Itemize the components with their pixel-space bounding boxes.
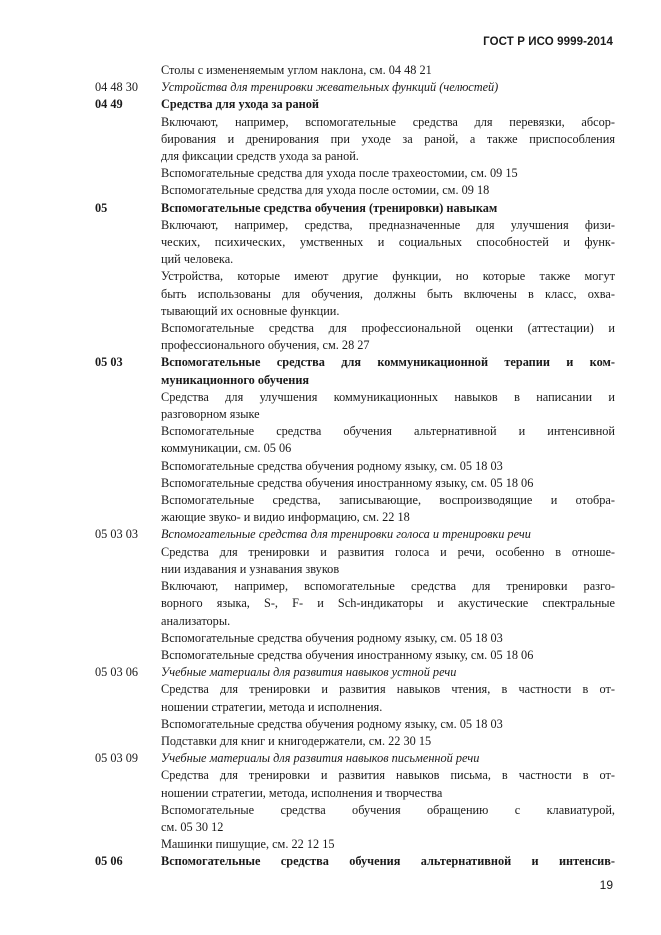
entry-paragraph <box>161 630 615 647</box>
text-line: Средства для тренировки и развития голоса и речи, особенно в отноше- <box>161 544 615 559</box>
text-line: ношении стратегии, метода, исполнения и творчества <box>161 785 443 800</box>
entry-paragraph <box>161 475 615 492</box>
entry-heading <box>161 200 615 217</box>
text-line: ношении стратегии, метода и исполнения. <box>161 699 383 714</box>
text-line: Вспомогательные средства обучения родному языку, см. 05 18 03 <box>161 458 503 473</box>
entry-code: 05 06 <box>95 854 123 869</box>
text-line: Средства для тренировки и развития навыков письма, в частности в от- <box>161 768 615 783</box>
entry-code: 05 <box>95 200 108 215</box>
entry-body <box>161 853 615 870</box>
text-line: Вспомогательные средства для ухода после остомии, см. 09 18 <box>161 183 490 198</box>
entry-paragraph <box>161 62 615 79</box>
text-line: Вспомогательные средства для коммуникационной терапии и ком- <box>161 355 615 370</box>
text-line: Средства для тренировки и развития навыков чтения, в частности в от- <box>161 682 615 697</box>
entry-code: 04 49 <box>95 97 123 112</box>
text-line: Вспомогательные средства, записывающие, воспроизводящие и отобра- <box>161 493 615 508</box>
entry-paragraph <box>161 114 615 166</box>
entry-paragraph <box>161 165 615 182</box>
text-line: анализаторы. <box>161 613 231 628</box>
classification-entry <box>95 79 615 96</box>
classification-entry <box>95 354 615 526</box>
text-line: для фиксации средств ухода за раной. <box>161 149 359 164</box>
text-line: Включают, например, вспомогательные средства для тренировки разго- <box>161 579 615 594</box>
text-line: Учебные материалы для развития навыков письменной речи <box>161 751 480 766</box>
entry-code: 04 48 30 <box>95 80 139 95</box>
text-line: бирования и дренирования при уходе за раной, а также приспособления <box>161 131 615 146</box>
text-line: Вспомогательные средства для ухода после трахеостомии, см. 09 15 <box>161 166 518 181</box>
entry-code: 05 03 <box>95 355 123 370</box>
document-header: ГОСТ Р ИСО 9999-2014 <box>483 36 613 48</box>
entry-paragraph <box>161 217 615 269</box>
entry-paragraph <box>161 836 615 853</box>
entry-subheading <box>161 664 615 681</box>
entry-paragraph <box>161 423 615 457</box>
entry-code: 05 03 06 <box>95 665 139 680</box>
text-line: Включают, например, средства, предназначенные для улучшения физи- <box>161 217 615 232</box>
text-line: Машинки пишущие, см. 22 12 15 <box>161 837 335 852</box>
text-line: Вспомогательные средства обучения родному языку, см. 05 18 03 <box>161 716 503 731</box>
classification-list <box>95 62 615 871</box>
text-line: профессионального обучения, см. 28 27 <box>161 338 370 353</box>
text-line: Вспомогательные средства обучения (тренировки) навыкам <box>161 200 498 215</box>
text-line: нии издавания и узнавания звуков <box>161 561 340 576</box>
text-line: разговорном языке <box>161 407 260 422</box>
entry-paragraph <box>161 320 615 354</box>
entry-subheading <box>161 750 615 767</box>
classification-entry <box>95 853 615 870</box>
entry-heading <box>161 354 615 388</box>
entry-subheading <box>161 79 615 96</box>
classification-entry <box>95 526 615 664</box>
entry-body <box>161 526 615 664</box>
text-line: Вспомогательные средства для тренировки голоса и тренировки речи <box>161 527 531 542</box>
text-line: жающие звуко- и видио информацию, см. 22 18 <box>161 510 410 525</box>
entry-paragraph <box>161 492 615 526</box>
entry-heading <box>161 96 615 113</box>
page-number: 19 <box>599 878 613 892</box>
entry-code: 05 03 03 <box>95 527 139 542</box>
classification-entry <box>95 200 615 355</box>
text-line: Средства для улучшения коммуникационных навыков в написании и <box>161 389 615 404</box>
entry-paragraph <box>161 578 615 630</box>
entry-body <box>161 664 615 750</box>
text-line: Вспомогательные средства для профессиональной оценки (аттестации) и <box>161 321 615 336</box>
classification-entry <box>95 96 615 199</box>
entry-subheading <box>161 526 615 543</box>
text-line: Средства для ухода за раной <box>161 97 319 112</box>
entry-paragraph <box>161 767 615 801</box>
text-line: ворного языка, S-, F- и Sch-индикаторы и акустические спектральные <box>161 596 615 611</box>
entry-code: 05 03 09 <box>95 751 139 766</box>
entry-paragraph <box>161 182 615 199</box>
entry-body <box>161 62 615 79</box>
entry-body <box>161 79 615 96</box>
entry-body <box>161 200 615 355</box>
entry-paragraph <box>161 802 615 836</box>
text-line: Вспомогательные средства обучения иностранному языку, см. 05 18 06 <box>161 475 534 490</box>
entry-paragraph <box>161 733 615 750</box>
text-line: Столы с измененяемым углом наклона, см. 04 48 21 <box>161 63 432 77</box>
text-line: см. 05 30 12 <box>161 819 224 834</box>
text-line: Учебные материалы для развития навыков устной речи <box>161 665 457 680</box>
entry-paragraph <box>161 716 615 733</box>
entry-paragraph <box>161 544 615 578</box>
text-line: Устройства для тренировки жевательных функций (челюстей) <box>161 80 499 95</box>
text-line: тывающий их основные функции. <box>161 303 340 318</box>
text-line: Вспомогательные средства обучения родному языку, см. 05 18 03 <box>161 630 503 645</box>
classification-entry <box>95 664 615 750</box>
text-line: Вспомогательные средства обучения альтернативной и интенсивной <box>161 424 615 439</box>
text-line: быть использованы для обучения, должны быть включены в класс, охва- <box>161 286 615 301</box>
classification-entry <box>95 750 615 853</box>
text-line: ций человека. <box>161 252 234 267</box>
text-line: коммуникации, см. 05 06 <box>161 441 292 456</box>
text-line: Подставки для книг и книгодержатели, см. 22 30 15 <box>161 733 432 748</box>
text-line: Вспомогательные средства обучения альтернативной и интенсив- <box>161 854 615 869</box>
text-line: Устройства, которые имеют другие функции, но которые также могут <box>161 269 615 284</box>
entry-body <box>161 750 615 853</box>
entry-paragraph <box>161 458 615 475</box>
entry-paragraph <box>161 647 615 664</box>
entry-paragraph <box>161 681 615 715</box>
entry-body <box>161 96 615 199</box>
entry-paragraph <box>161 389 615 423</box>
text-line: Вспомогательные средства обучения обращению с клавиатурой, <box>161 802 615 817</box>
text-line: Вспомогательные средства обучения иностранному языку, см. 05 18 06 <box>161 647 534 662</box>
entry-heading <box>161 853 615 870</box>
text-line: муникационного обучения <box>161 372 310 387</box>
classification-entry <box>95 62 615 79</box>
entry-paragraph <box>161 268 615 320</box>
entry-body <box>161 354 615 526</box>
text-line: ческих, психических, умственных и социальных способностей и функ- <box>161 235 615 250</box>
text-line: Включают, например, вспомогательные средства для перевязки, абсор- <box>161 114 615 129</box>
